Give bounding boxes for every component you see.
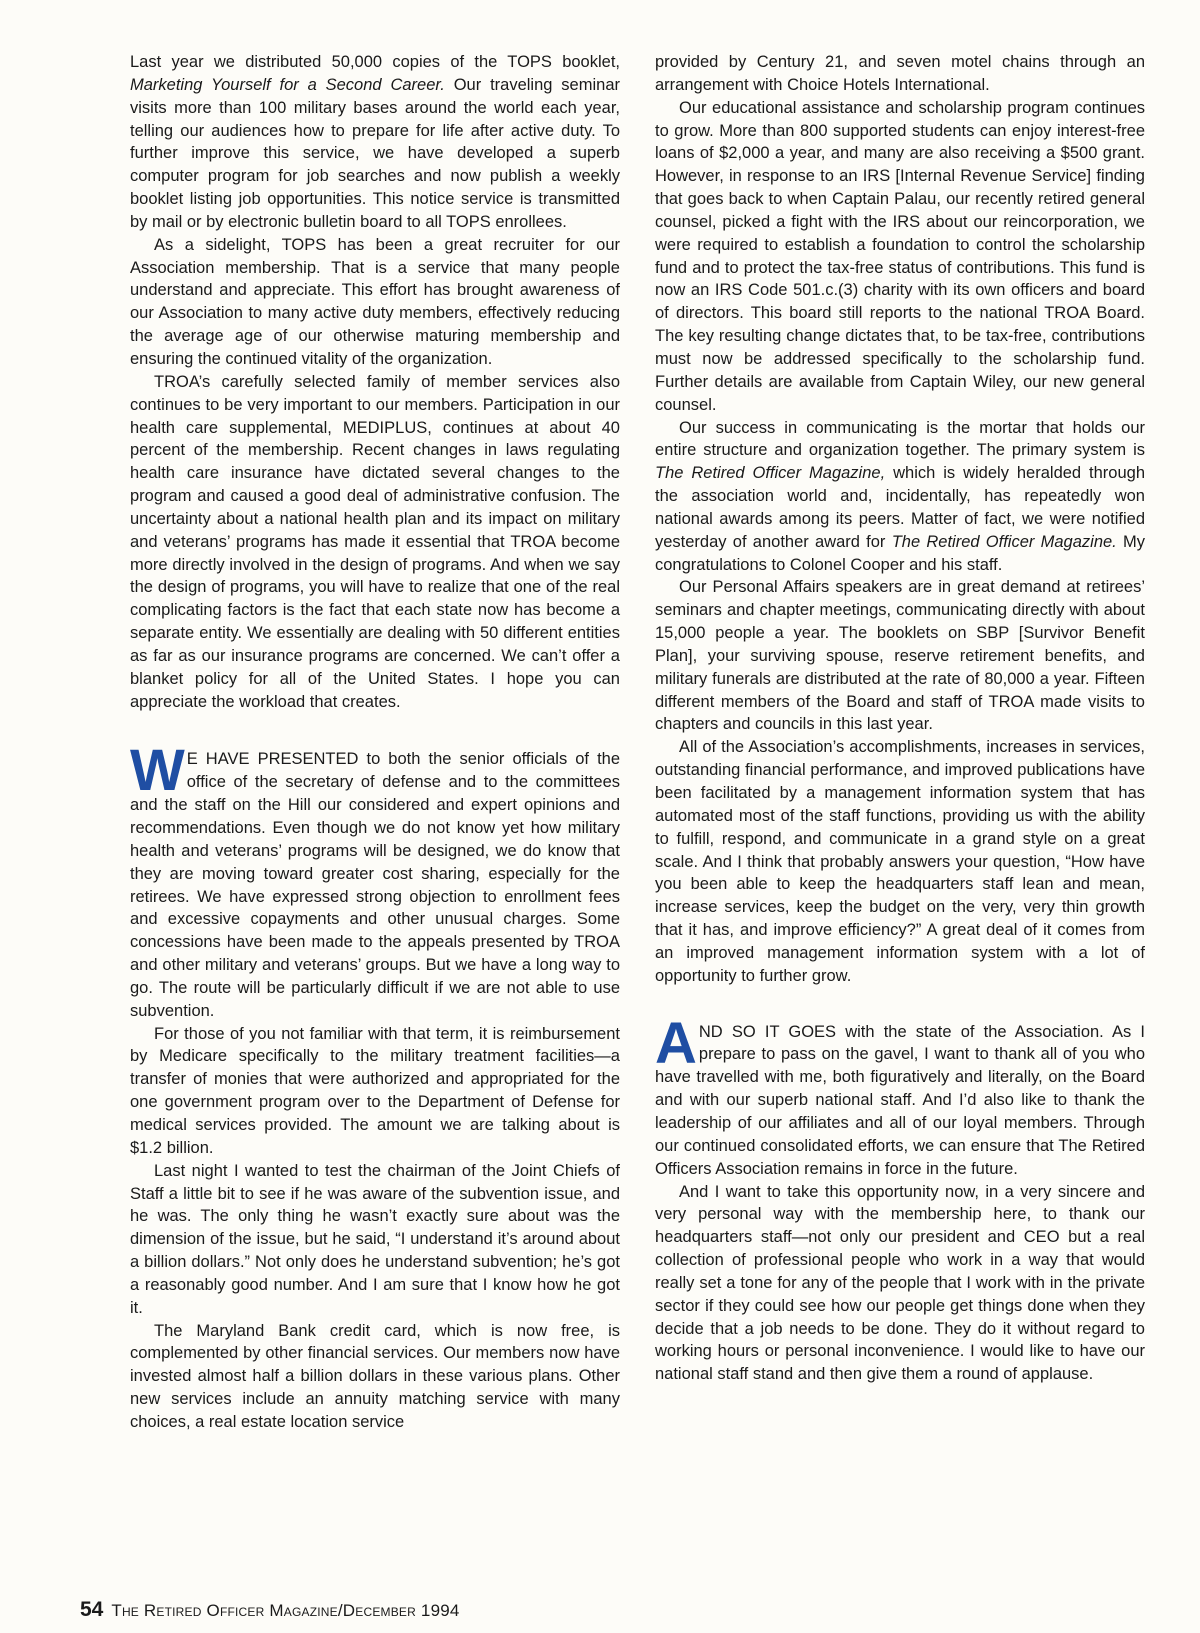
paragraph: Last night I wanted to test the chairman of the Joint Chiefs of Staff a little bit to see if he was aware of the subvention issue, and he was. The only thing he wasn’t exactly sure about was the dimension of the issue, but he said, “I understand it’s around about a billion dollars.” Not only does he understand subvention; he’s got a reasonably good number. And I am sure that I know how he got it. bbox=[130, 1161, 620, 1317]
left-column bbox=[130, 51, 620, 1434]
page-number: 54 bbox=[80, 1598, 104, 1621]
paragraph: Last year we distributed 50,000 copies of the TOPS booklet, Marketing Yourself for a Second Career. Our traveling seminar visits more than 100 military bases around the world each year, telling our audiences how to prepare for life after active duty. To further improve this service, we have developed a superb computer program for job searches and now publish a weekly booklet listing job opportunities. This notice service is transmitted by mail or by electronic bulletin board to all TOPS enrollees. bbox=[130, 53, 620, 231]
section-break bbox=[655, 988, 1145, 1021]
paragraph: Our Personal Affairs speakers are in great demand at retirees’ seminars and chapter meetings, communicating directly with about 15,000 people a year. The booklets on SBP [Survivor Benefit Plan], your surviving spouse, reserve retirement benefits, and military funerals are distributed at the rate of 80,000 a year. Fifteen different members of the Board and staff of TROA made visits to chapters and councils in this last year. bbox=[655, 578, 1145, 734]
lead-in-caps: ND SO IT GOES bbox=[698, 1022, 837, 1041]
right-column bbox=[655, 51, 1145, 1386]
publication-title: The Retired Officer Magazine/December 1994 bbox=[111, 1601, 460, 1620]
paragraph: Our success in communicating is the mortar that holds our entire structure and organization together. The primary system is The Retired Officer Magazine, which is widely heralded through the association world and, incidentally, has repeatedly won national awards among its peers. Matter of fact, we were notified yesterday of another award for The Retired Officer Magazine. My congratulations to Colonel Cooper and his staff. bbox=[655, 418, 1146, 574]
paragraph-dropcap: WE HAVE PRESENTED to both the senior officials of the office of the secretary of defense and to the committees and the staff on the Hill our considered and expert opinions and recommendations. Even though we do not know yet how military health and veterans’ programs will be designed, we do know that they are moving toward greater cost sharing, especially for the retirees. We have expressed strong objection to enrollment fees and excessive copayments and other unusual charges. Some concessions have been made to the appeals presented by TROA and other military and veterans’ groups. But we have a long way to go. The route will be particularly difficult if we are not able to use subvention. bbox=[130, 738, 621, 1020]
paragraph: The Maryland Bank credit card, which is now free, is complemented by other financial services. Our members now have invested almost half a billion dollars in these various plans. Other new services include an annuity matching service with many choices, a real estate location service bbox=[130, 1321, 620, 1431]
dropcap-letter: W bbox=[130, 738, 185, 804]
paragraph: And I want to take this opportunity now, in a very sincere and very personal way with the membership here, to thank our headquarters staff—not only our president and CEO but a real collection of professional people who work in a way that would really set a tone for any of the people that I work with in the private sector if they could see how our people get things done when they decide that a job needs to be done. They do it without regard to working hours or personal inconvenience. I would like to have our national staff stand and then give them a round of applause. bbox=[655, 1182, 1145, 1384]
dropcap-letter: A bbox=[655, 1010, 697, 1076]
paragraph: Our educational assistance and scholarship program continues to grow. More than 800 supported students can enjoy interest-free loans of $2,000 a year, and many are also receiving a $500 grant. However, in response to an IRS [Internal Revenue Service] finding that goes back to when Captain Palau, our recently retired general counsel, picked a fight with the IRS about our reincorporation, we were required to establish a foundation to control the scholarship fund and to protect the tax-free status of contributions. This fund is now an IRS Code 501.c.(3) charity with its own officers and board of directors. This board still reports to the national TROA Board. The key resulting change dictates that, to be tax-free, contributions must now be addressed specifically to the scholarship fund. Further details are available from Captain Wiley, our new general counsel. bbox=[655, 98, 1145, 414]
paragraph: TROA’s carefully selected family of member services also continues to be very important to our members. Participation in our health care supplemental, MEDIPLUS, continues at about 40 percent of the membership. Recent changes in laws regulating health care insurance have dictated several changes to the program and caused a good deal of administrative confusion. The uncertainty about a national health plan and its impact on military and veterans’ programs has made it essential that TROA become more directly involved in the design of programs. And when we say the design of programs, you will have to realize that one of the real complicating factors is the fact that each state now has become a separate entity. We essentially are dealing with 50 different entities as far as our insurance programs are concerned. We can’t offer a blanket policy for all of the United States. I hope you can appreciate the workload that creates. bbox=[130, 372, 620, 711]
paragraph: provided by Century 21, and seven motel chains through an arrangement with Choice Hotels International. bbox=[655, 53, 1145, 94]
section-break bbox=[130, 713, 620, 748]
page-footer bbox=[80, 1598, 460, 1622]
paragraph: As a sidelight, TOPS has been a great recruiter for our Association membership. That is a service that many people understand and appreciate. This effort has brought awareness of our Association to many active duty members, effectively reducing the average age of our otherwise maturing membership and ensuring the continued vitality of the organization. bbox=[130, 235, 620, 368]
lead-in-caps: E HAVE PRESENTED bbox=[186, 750, 359, 769]
paragraph: For those of you not familiar with that term, it is reimbursement by Medicare specifically to the military treatment facilities—a transfer of monies that were authorized and appropriated for the one government program over to the Department of Defense for medical services provided. The amount we are talking about is $1.2 billion. bbox=[130, 1024, 620, 1157]
paragraph: All of the Association’s accomplishments, increases in services, outstanding financial performance, and improved publications have been facilitated by a management information system that has automated most of the staff functions, providing us with the ability to fulfill, respond, and communicate in a grand style on a great scale. And I think that probably answers your question, “How have you been able to keep the headquarters staff lean and mean, increase services, keep the budget on the very, very thin growth that it has, and improve efficiency?” A great deal of it comes from an improved management information system with a lot of opportunity to further grow. bbox=[655, 738, 1145, 985]
paragraph-dropcap: AND SO IT GOES with the state of the Association. As I prepare to pass on the gavel, I want to thank all of you who have travelled with me, both figuratively and literally, on the Board and with our superb national staff. And I’d also like to thank the leadership of our affiliates and all of our loyal members. Through our continued consolidated efforts, we can ensure that The Retired Officers Association remains in force in the future. bbox=[655, 1010, 1145, 1178]
